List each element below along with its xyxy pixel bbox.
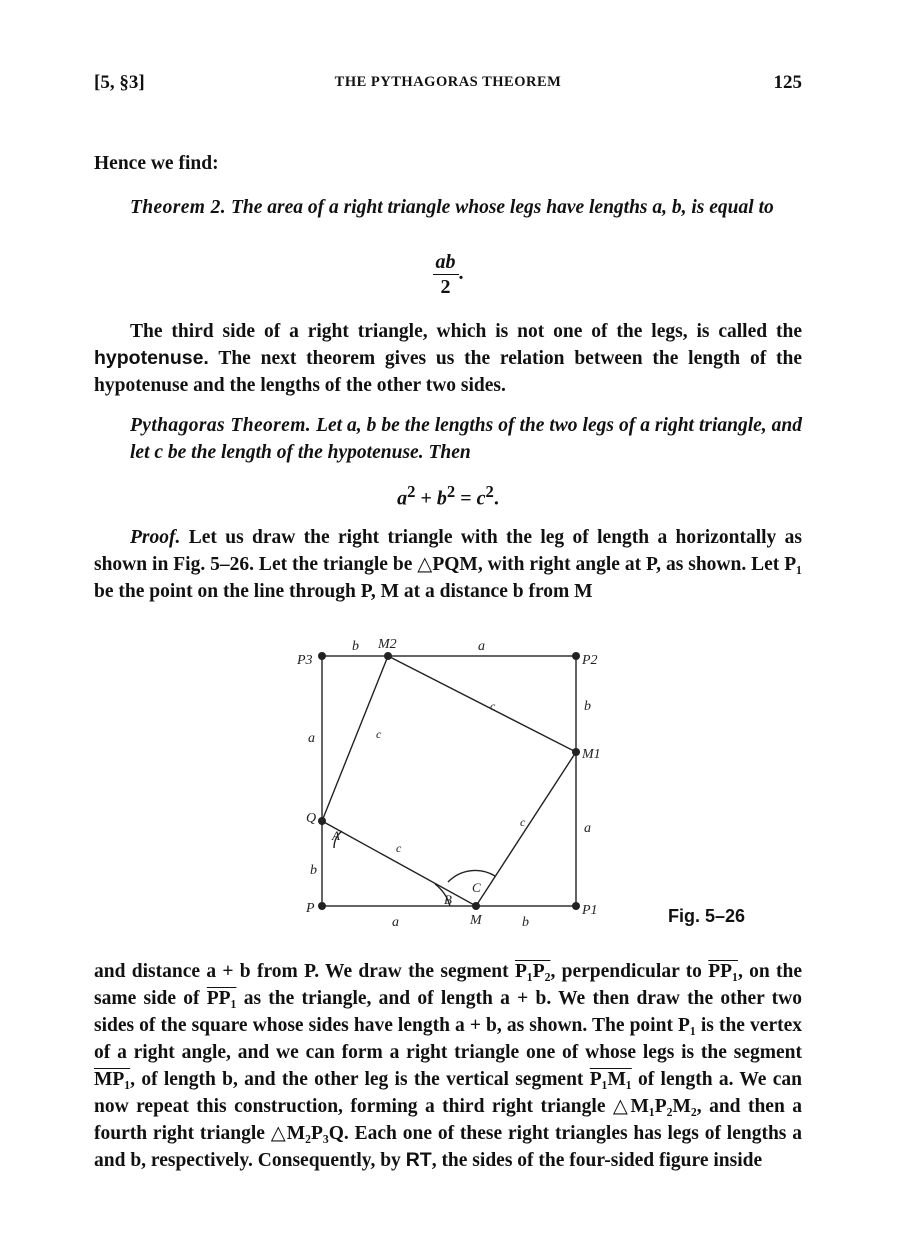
proof-text: Let us draw the right triangle with the leg of length a horizontally as shown in Fig. 5–26. Let the triangle be △PQM, with right angle at P, as shown. Let P₁ be the point on the line through P, M at a distance b from M [94,527,802,602]
label-c-bottom: c [396,841,402,855]
hypotenuse-text-after: The next theorem gives us the relation between the length of the hypotenuse and the lengths of the other two sides. [94,348,802,396]
pythagoras-text: Let a, b be the lengths of the two legs of a right triangle, and let c be the length of the hypotenuse. Then [130,415,803,463]
proof-continuation [94,958,802,1174]
proof-paragraph [94,524,802,605]
hypotenuse-paragraph [94,318,802,399]
pythagoras-name: Pythagoras Theorem. [130,415,312,436]
intro-line: Hence we find: [94,153,219,174]
label-c-left: c [376,727,382,741]
segment-PP1-first: PP₁ [708,961,738,982]
label-P2: P2 [582,653,598,668]
point-M2 [384,652,392,660]
label-Q: Q [306,811,317,826]
pythagoras-equation: $a^2 + b^2 = c^2$. [397,482,499,510]
label-right-a: a [584,821,591,836]
label-top-b: b [352,639,359,654]
label-P1: P1 [582,903,598,918]
page-number: 125 [773,72,802,93]
label-angle-B: B [444,892,452,907]
point-Q [318,817,326,825]
fraction-numerator: ab [433,250,459,275]
segment-PP1-second: PP₁ [206,988,237,1009]
figure-5-26 [290,634,630,934]
label-P: P [306,901,315,916]
rt-reference: RT [405,1149,432,1171]
label-left-a: a [308,731,315,746]
theorem-2-name: Theorem 2. [130,197,227,218]
proof-cont-7: , the sides of the four-sided figure inside [431,1150,763,1171]
hypotenuse-text-before: The third side of a right triangle, which is not one of the legs, is called the [130,321,802,342]
theorem-2-text: The area of a right triangle whose legs have lengths a, b, is equal to [230,197,774,218]
label-left-b: b [310,863,317,878]
proof-cont-5: , of length b, and the other leg is the vertical segment [130,1069,584,1090]
outer-square [322,656,576,906]
point-P2 [572,652,580,660]
area-formula [94,250,802,299]
segment-P1P2: P₁P₂ [514,961,551,982]
label-bottom-a: a [392,915,399,930]
running-header [94,72,802,96]
theorem-2 [130,194,802,221]
area-fraction [433,250,459,299]
hypotenuse-term: hypotenuse. [94,347,209,369]
segment-MP1: MP₁ [94,1069,131,1090]
label-right-b: b [584,699,591,714]
label-bottom-b: b [522,915,529,930]
label-M: M [470,913,482,928]
proof-cont-4: as the triangle, and of length a + b. We then draw the other two sides of the square whose sides have length a + b, as shown. The point P₁ is the vertex of a right angle, and we can form a right triangle one of whose legs is the segment [94,988,803,1063]
point-P3 [318,652,326,660]
pythagoras-theorem [130,412,802,466]
running-title: THE PYTHAGORAS THEOREM [334,74,562,90]
proof-cont-3: , on the same side of [94,961,803,1009]
label-top-a: a [478,639,485,654]
figure-caption: Fig. 5–26 [668,906,746,926]
label-M1: M1 [582,747,601,762]
section-ref: [5, §3] [94,72,145,93]
label-angle-A: A [332,828,340,843]
proof-cont-1: and distance a + b from P. We draw the segment [94,961,509,982]
label-angle-C: C [472,880,481,895]
label-P3: P3 [297,653,313,668]
segment-P1M1: P₁M₁ [589,1069,632,1090]
proof-cont-2: , perpendicular to [550,961,702,982]
fraction-denominator: 2 [440,276,451,298]
fraction-period: . [458,262,464,285]
point-P1 [572,902,580,910]
point-M [472,902,480,910]
label-M2: M2 [378,637,397,652]
label-c-top: c [490,699,496,713]
inner-square [322,656,576,906]
proof-label: Proof. [130,527,181,548]
label-c-right: c [520,815,526,829]
point-M1 [572,748,580,756]
proof-cont-6: of length a. We can now repeat this construction, forming a third right triangle △M₁P₂M₂, and then a fourth right triangle △M₂P₃Q. Each one of these right triangles has legs of lengths a and b, respectively. Consequently, by [94,1069,802,1171]
point-P [318,902,326,910]
